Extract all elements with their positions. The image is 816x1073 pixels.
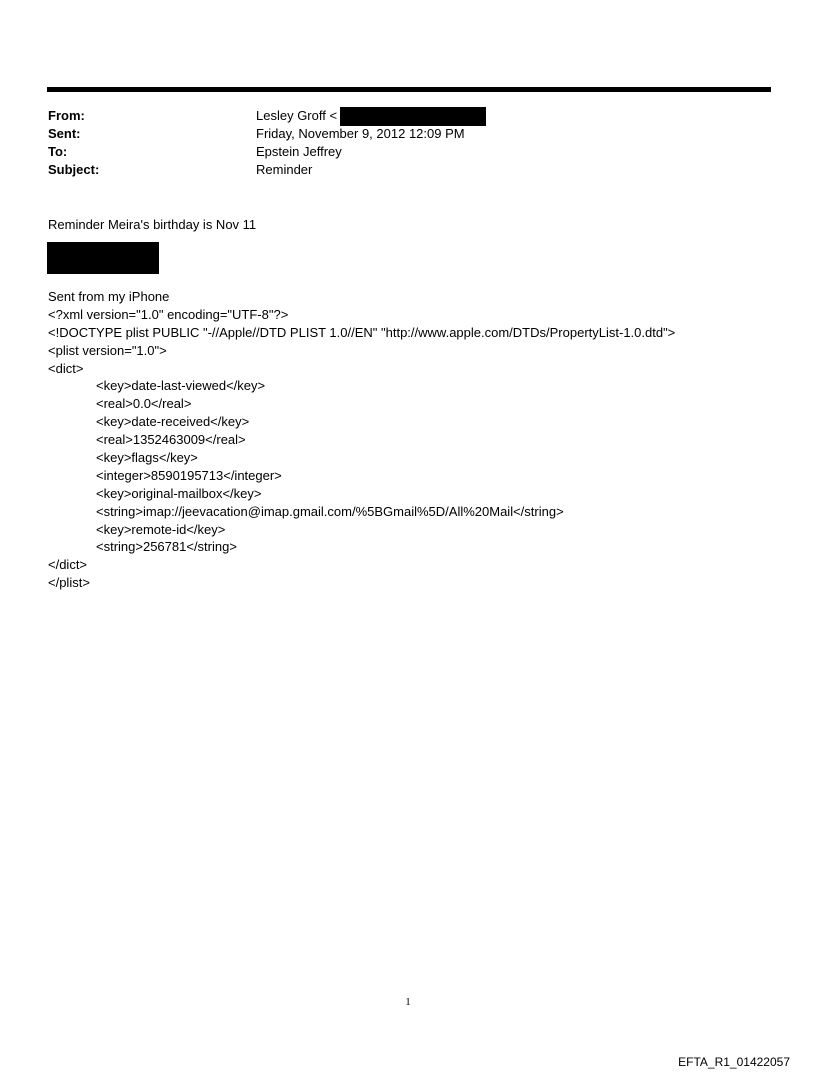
- sent-value: Friday, November 9, 2012 12:09 PM: [256, 126, 465, 141]
- to-row: [48, 143, 486, 161]
- plist-line: <dict>: [48, 360, 84, 376]
- redacted-block: [47, 242, 159, 274]
- message-body: Reminder Meira's birthday is Nov 11: [48, 217, 257, 232]
- plist-line: </plist>: [48, 575, 90, 591]
- plist-line: <!DOCTYPE plist PUBLIC "-//Apple//DTD PLIST 1.0//EN" "http://www.apple.com/DTDs/PropertyList-1.0.dtd">: [48, 324, 676, 340]
- plist-line: <real>0.0</real>: [96, 396, 192, 412]
- plist-line: <key>date-received</key>: [96, 414, 250, 430]
- plist-line: <integer>8590195713</integer>: [96, 467, 282, 483]
- plist-line: <key>original-mailbox</key>: [96, 485, 262, 501]
- subject-value: Reminder: [256, 162, 313, 177]
- from-value-wrap: [256, 107, 486, 126]
- email-header: [48, 107, 486, 179]
- from-label: From:: [48, 108, 85, 123]
- plist-line: <string>256781</string>: [96, 539, 237, 555]
- page-number: 1: [405, 996, 411, 1008]
- plist-line: <?xml version="1.0" encoding="UTF-8"?>: [48, 306, 289, 322]
- plist-line: <key>flags</key>: [96, 450, 198, 466]
- plist-line: <real>1352463009</real>: [96, 432, 246, 448]
- plist-line: <key>remote-id</key>: [96, 521, 226, 537]
- sent-row: [48, 125, 486, 143]
- plist-line: </dict>: [48, 557, 88, 573]
- to-value: Epstein Jeffrey: [256, 144, 342, 159]
- signature-line: Sent from my iPhone: [48, 289, 170, 304]
- redacted-email: [340, 107, 486, 126]
- sent-label: Sent:: [48, 126, 81, 141]
- subject-label: Subject:: [48, 162, 100, 177]
- bates-number: EFTA_R1_01422057: [678, 1055, 790, 1069]
- plist-line: <plist version="1.0">: [48, 342, 167, 358]
- from-value: Lesley Groff <: [256, 108, 338, 123]
- subject-row: [48, 161, 486, 179]
- to-label: To:: [48, 144, 68, 159]
- plist-line: <key>date-last-viewed</key>: [96, 378, 266, 394]
- plist-line: <string>imap://jeevacation@imap.gmail.com/%5BGmail%5D/All%20Mail</string>: [96, 503, 564, 519]
- plist-block: [48, 288, 675, 592]
- from-row: [48, 107, 486, 125]
- header-divider: [47, 87, 771, 92]
